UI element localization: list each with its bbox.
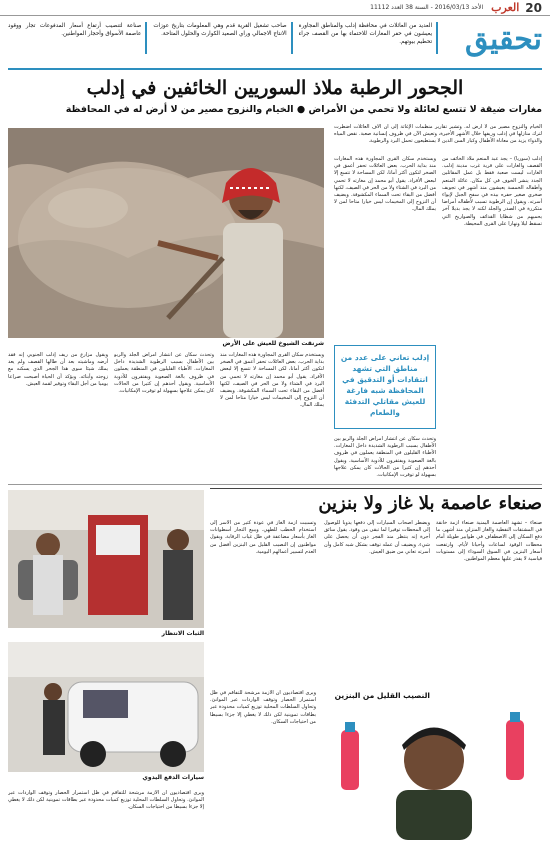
car-push-photo (8, 642, 204, 772)
story2-column-4: ويرى اقتصاديون أن الأزمة مرشحة للتفاقم في ظل استمرار الحصار وتوقف الواردات عبر الموانئ. وتحاول السلطات المحلية توزيع كميات محدودة عبر بطاقات تموينية لكن ذلك لا يغطي إلا جزءا بسيطا من احتياجات السكان. (210, 690, 316, 725)
story2-headline: صنعاء عاصمة بلا غاز ولا بنزين (210, 488, 542, 514)
section-header (8, 18, 542, 62)
section-title: تحقيق (465, 22, 542, 57)
top-strip (0, 0, 550, 16)
body-column-4: ويقول مزارع من ريف إدلب الجنوبي إنه فقد أرضه وماشيته بعد أن طالها القصف ولم يعد يملك شيئا سوى هذا الجحر الذي يسكنه مع زوجته وأبنائه. ويؤكد أن الحياة أصبحت صراعا يوميا من أجل البقاء وتوفير لقمة العيش. (8, 352, 108, 387)
issue-info: الأحد 2016/03/13 - السنة 38 العدد 11112 (370, 4, 484, 11)
body-column-1: إدلب (سوريا) – يجد عبد المنعم ملاذ الخائف من القصف والغارات على قرية غرب مدينة إدلب. الغارات ليست صعبة فقط بل عمل المقاتلين الجدد ينشر الخوف في كل مكان. عائلة المنعم وأطفاله الخمسة يعيشون منذ أشهر في تجويف صخري صغير حفره بيده في سفح الجبل لإيواء أسرته. ويقول إن الرطوبة تسبب لأطفاله أمراضا متكررة في الصدر والجلد لكنه لا يجد بديلا آخر يحميهم من شظايا القذائف والصواريخ التي تسقط ليلا ونهارا على القرى المحيطة. (442, 156, 542, 227)
body-column-3: وتحدث سكان عن انتشار أمراض الجلد والربو بين الأطفال بسبب الرطوبة الشديدة داخل المغارات. الأطباء القليلون في المنطقة يعملون في ظروف بالغة الصعوبة ويفتقرون للأدوية الأساسية. ويقول أحدهم إن كثيرا من الحالات كان يمكن علاجها بسهولة لو توفرت الإمكانيات. (334, 436, 436, 479)
main-subline: مغارات ضيقة لا تتسع لعائلة ولا تحمي من الأمراض ● الخيام والنزوح مصير من لا أرض له في المحافظة (65, 104, 542, 115)
body-column-2: ويستخدم سكان القرى المجاورة هذه المغارات منذ بداية الحرب. بعض العائلات تحفر أعمق في الصخر لتكون أكثر أمانا، لكن المساحة لا تتسع إلا لبعض الأفراد. يقول أبو محمد إن مغارته لا تحمي من البرد في الشتاء ولا من الحر في الصيف، لكنها أفضل من البقاء تحت السماء المكشوفة. ويضيف أن النزوح إلى المخيمات ليس خيارا متاحا لمن لا يملك المال. (334, 156, 436, 213)
story2-column-5: ويرى اقتصاديون أن الأزمة مرشحة للتفاقم في ظل استمرار الحصار وتوقف الواردات عبر الموانئ. وتحاول السلطات المحلية توزيع كميات محدودة عبر بطاقات تموينية لكن ذلك لا يغطي إلا جزءا بسيطا من احتياجات السكان. (8, 790, 204, 811)
teaser-item: صناعة لتنصيب أرتفاع أسعار المدفوعات تجار ووقود عاصمة الأسواق وأحجار المواطنين. (8, 22, 147, 54)
car-push-illustration (8, 642, 204, 772)
story2-box-quote: النصيب القليل من البنزين (334, 691, 430, 700)
bottle-man-illustration (326, 700, 542, 840)
body-column-5: وتحدث سكان عن انتشار أمراض الجلد والربو بين الأطفال بسبب الرطوبة الشديدة داخل المغارات. الأطباء القليلون في المنطقة يعملون في ظروف بالغة الصعوبة ويفتقرون للأدوية الأساسية. ويقول أحدهم إن كثيرا من الحالات كان يمكن علاجها بسهولة لو توفرت الإمكانيات. (114, 352, 214, 395)
pull-quote: إدلب تعاني على عدد من مناطق التي تشهد انتقادات أو التدقيق في المحافظة شبه فارغة للعيش مقاتلي التدفئة والطعام (334, 345, 436, 429)
newspaper-logo: العرب (491, 1, 520, 14)
main-photo (8, 128, 324, 338)
main-headline: الجحور الرطبة ملاذ السوريين الخائفين في إدلب (86, 77, 464, 99)
bottle-man-photo (326, 700, 542, 840)
main-story-header (8, 68, 542, 116)
body-column-6: ويستخدم سكان القرى المجاورة هذه المغارات منذ بداية الحرب. بعض العائلات تحفر أعمق في الصخر لتكون أكثر أمانا، لكن المساحة لا تتسع إلا لبعض الأفراد. يقول أبو محمد إن مغارته لا تحمي من البرد في الشتاء ولا من الحر في الصيف، لكنها أفضل من البقاء تحت السماء المكشوفة. ويضيف أن النزوح إلى المخيمات ليس خيارا متاحا لمن لا يملك المال. (220, 352, 324, 409)
car-push-caption: سيارات الدفع اليدوي (142, 774, 204, 781)
gas-station-photo (8, 490, 204, 628)
gas-station-caption: الثبات الانتظار (161, 630, 204, 637)
intro-paragraph: الخيام والنزوح مصير من لا أرض له. وتشير تقارير منظمات الإغاثة إلى أن آلاف العائلات اضطرت لترك منازلها في إدلب وريفها خلال الأشهر الأخيرة، وتعيش الآن في ظروف إنسانية صعبة. نقص المياه والدواء يزيد من معاناة الأطفال وكبار السن الذين لا يستطيعون تحمل البرد والرطوبة. (334, 124, 542, 145)
main-photo-caption: شرنقت الشيوخ للعيش على الأرض (222, 340, 324, 347)
teaser-item: صاحب تشغيل القرية قدم وهي المعلومات بتاريخ عوزات الانتاج الاجمالي وراي الصعيد الكوارث والحلول المتاحة. (153, 22, 292, 54)
teaser-item: العديد من العائلات في محافظة إدلب والمناطق المجاورة يعيشون في حفر المغارات للاحتماء بها من القصف جراء تحطيم بيوتهم. (299, 22, 438, 54)
cave-man-illustration (8, 128, 324, 338)
teaser-row (8, 22, 438, 54)
story-divider (8, 484, 542, 485)
story2-column-1: صنعاء – تشهد العاصمة اليمنية صنعاء أزمة خانقة في المشتقات النفطية والغاز المنزلي منذ أشهر، ما دفع السكان إلى الاصطفاف في طوابير طويلة أمام محطات الوقود لساعات وأحيانا لأيام. وارتفعت أسعار البنزين في السوق السوداء إلى مستويات قياسية لا يقدر عليها معظم المواطنين. (436, 520, 542, 563)
page-number: 20 (525, 0, 542, 15)
story2-column-2: ويضطر أصحاب السيارات إلى دفعها يدويا للوصول إلى المحطات توفيرا لما تبقى من وقود. يقول سائق أجرة إنه ينتظر منذ الفجر دون أن يحصل على شيء. ويضيف أن عمله توقف بشكل شبه كامل وأن أسرته تعاني من ضيق العيش. (324, 520, 430, 555)
gas-station-illustration (8, 490, 204, 628)
story2-column-3: وتسببت أزمة الغاز في عودة كثير من الأسر إلى استخدام الحطب للطهي. ويبيع التجار أسطوانات الغاز بأسعار مضاعفة في ظل غياب الرقابة. ويقول مواطنون إن النصيب القليل من البنزين أفضل من العدم لتسيير أعمالهم اليومية. (210, 520, 316, 555)
